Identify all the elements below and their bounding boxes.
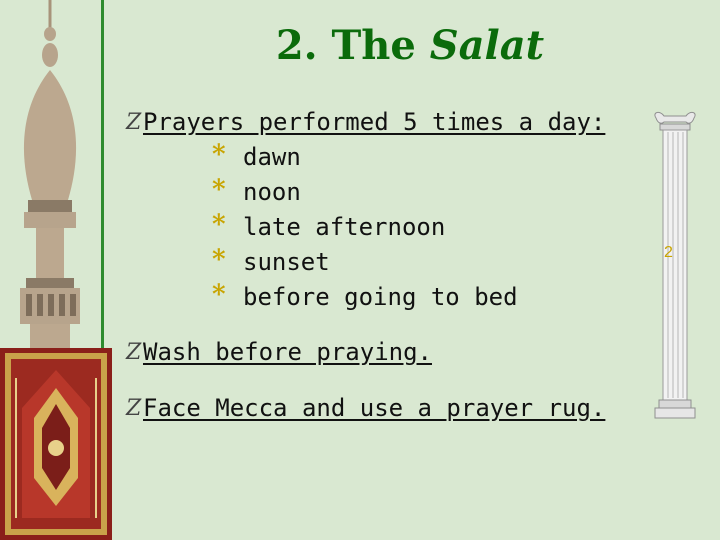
bullet-marker: Z [126, 110, 142, 135]
prayer-rug-image [0, 348, 112, 540]
star-marker: * [212, 245, 226, 275]
bullet-marker: Z [126, 396, 142, 421]
bullet-marker: Z [126, 340, 142, 365]
title-emphasis: Salat [429, 22, 545, 69]
bullet-wash: Wash before praying. [143, 338, 432, 366]
star-marker: * [212, 280, 226, 310]
star-marker: * [212, 175, 226, 205]
subitem-before-bed: before going to bed [243, 283, 518, 311]
subitem-dawn: dawn [243, 143, 301, 171]
column-illustration [650, 110, 700, 430]
star-marker: * [212, 140, 226, 170]
subitem-late-afternoon: late afternoon [243, 213, 446, 241]
minaret-illustration [0, 0, 100, 360]
bullet-face-mecca: Face Mecca and use a prayer rug. [143, 394, 606, 422]
subitem-noon: noon [243, 178, 301, 206]
title-text: 2. The [275, 22, 430, 69]
subitem-sunset: sunset [243, 248, 330, 276]
star-marker: * [212, 210, 226, 240]
bullet-prayers: Prayers performed 5 times a day: [143, 108, 606, 136]
slide-title [150, 22, 670, 69]
column-label: 2 [664, 244, 673, 261]
